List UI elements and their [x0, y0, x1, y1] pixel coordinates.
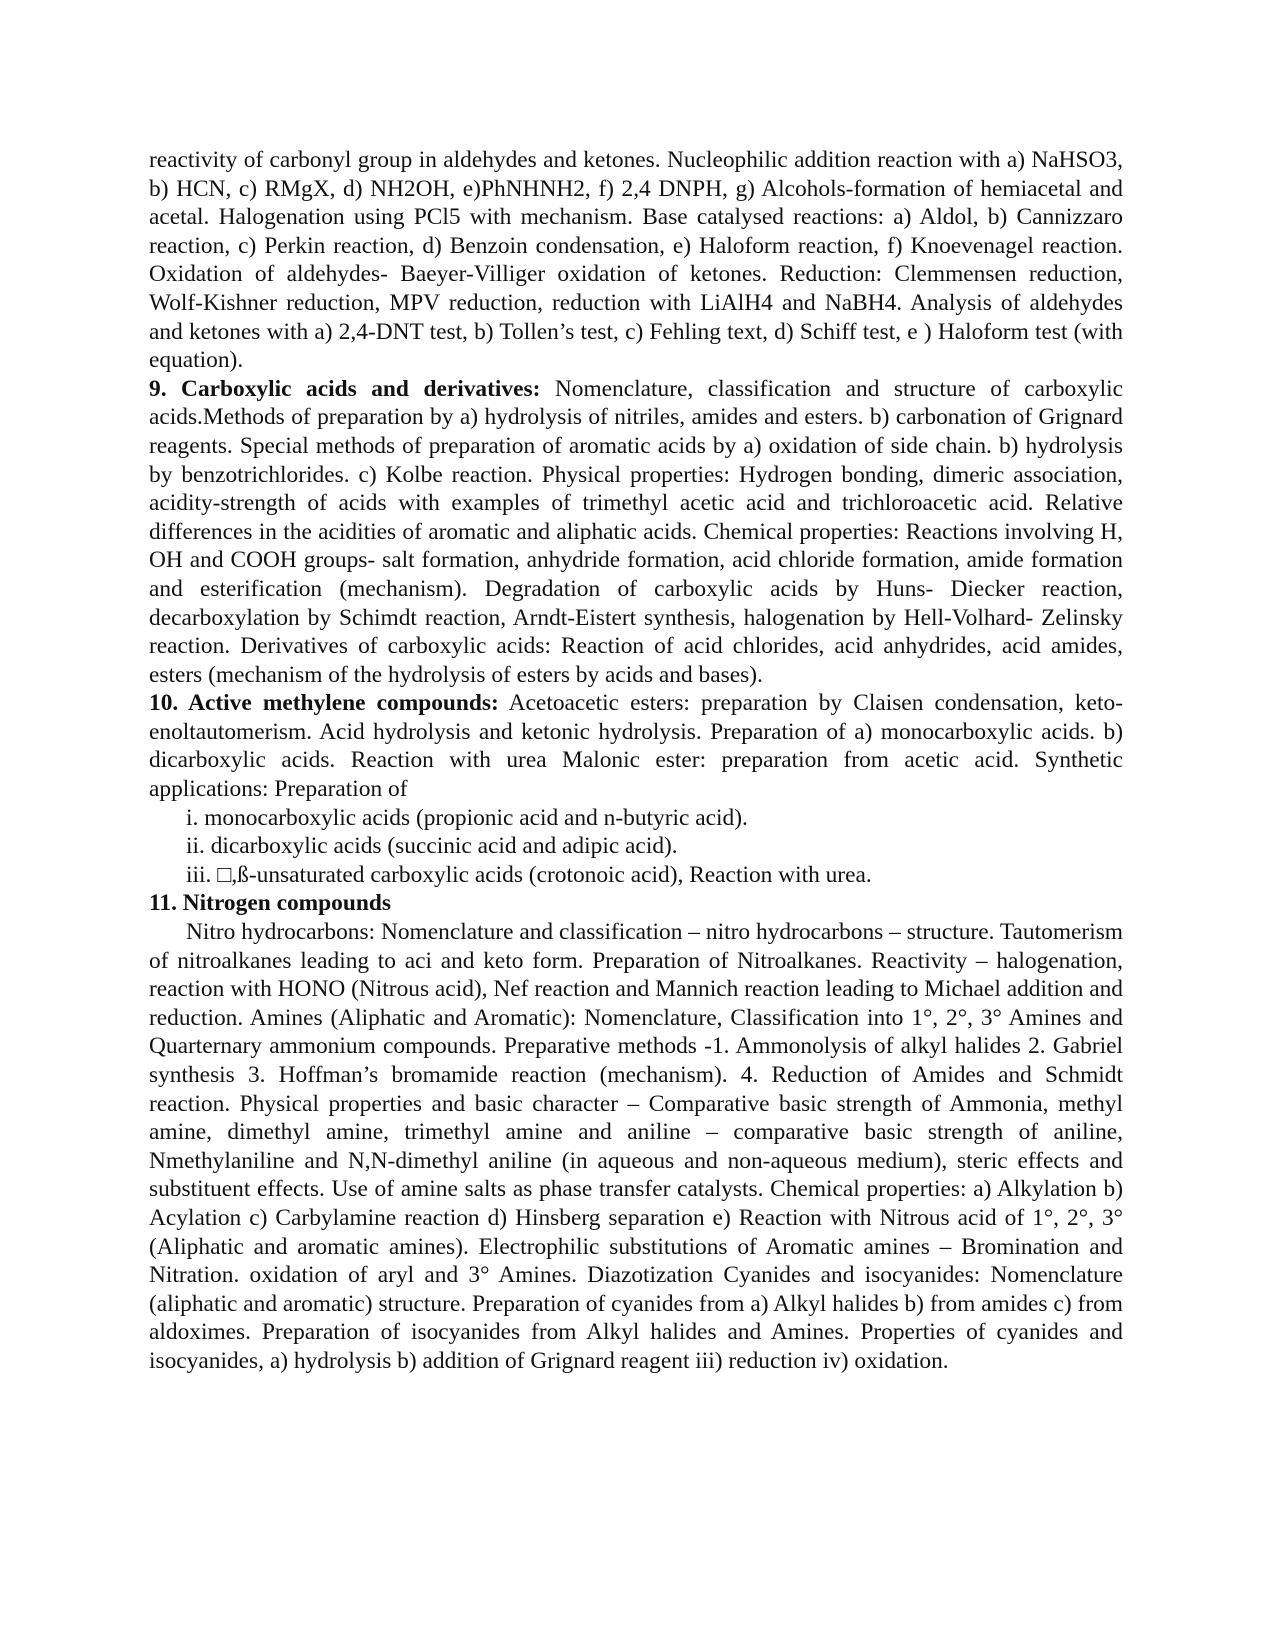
section-11-text: Nitro hydrocarbons: Nomenclature and classification – nitro hydrocarbons – structure. Tautomerism of nitroalkanes leading to aci and keto form. Preparation of Nitroalkanes. Reactivity – halogenation, reaction with HONO (Nitrous acid), Nef reaction and Mannich reaction leading to Michael addition and reduction. Amines (Aliphatic and Aromatic): Nomenclature, Classification into 1°, 2°, 3° Amines and Quarternary ammonium compounds. Preparative methods -1. Ammonolysis of alkyl halides 2. Gabriel synthesis 3. Hoffman’s bromamide reaction (mechanism). 4. Reduction of Amides and Schmidt reaction. Physical properties and basic character – Comparative basic strength of Ammonia, methyl amine, dimethyl amine, trimethyl amine and aniline – comparative basic strength of aniline, Nmethylaniline and N,N-dimethyl aniline (in aqueous and non-aqueous medium), steric effects and substituent effects. Use of amine salts as phase transfer catalysts. Chemical properties: a) Alkylation b) Acylation c) Carbylamine reaction d) Hinsberg separation e) Reaction with Nitrous acid of 1°, 2°, 3° (Aliphatic and aromatic amines). Electrophilic substitutions of Aromatic amines – Bromination and Nitration. oxidation of aryl and 3° Amines. Diazotization Cyanides and isocyanides: Nomenclature (aliphatic and aromatic) structure. Preparation of cyanides from a) Alkyl halides b) from amides c) from aldoximes. Preparation of isocyanides from Alkyl halides and Amines. Properties of cyanides and isocyanides, a) hydrolysis b) addition of Grignard reagent iii) reduction iv) oxidation. — [149, 919, 1123, 1374]
document-page — [149, 146, 1123, 1376]
section-11-paragraph — [149, 918, 1123, 1376]
intro-paragraph — [149, 146, 1123, 375]
list-item: i. monocarboxylic acids (propionic acid and n-butyric acid). — [186, 804, 748, 831]
list-item: ii. dicarboxylic acids (succinic acid and adipic acid). — [186, 833, 678, 860]
section-10-text: Acetoacetic esters: preparation by Claisen condensation, keto-enoltautomerism. Acid hydrolysis and ketonic hydrolysis. Preparation of a) monocarboxylic acids. b) dicarboxylic acids. Reaction with urea Malonic ester: preparation from acetic acid. Synthetic applications: Preparation of — [149, 690, 1123, 803]
section-9-heading: 9. Carboxylic acids and derivatives: — [149, 375, 541, 402]
section-11-heading: 11. Nitrogen compounds — [149, 890, 391, 917]
list-item: iii. □,ß-unsaturated carboxylic acids (crotonoic acid), Reaction with urea. — [186, 861, 872, 888]
intro-text: reactivity of carbonyl group in aldehydes and ketones. Nucleophilic addition reaction with a) NaHSO3, b) HCN, c) RMgX, d) NH2OH, e)PhNHNH2, f) 2,4 DNPH, g) Alcohols-formation of hemiacetal and acetal. Halogenation using PCl5 with mechanism. Base catalysed reactions: a) Aldol, b) Cannizzaro reaction, c) Perkin reaction, d) Benzoin condensation, e) Haloform reaction, f) Knoevenagel reaction. Oxidation of aldehydes- Baeyer-Villiger oxidation of ketones. Reduction: Clemmensen reduction, Wolf-Kishner reduction, MPV reduction, reduction with LiAlH4 and NaBH4. Analysis of aldehydes and ketones with a) 2,4-DNT test, b) Tollen’s test, c) Fehling text, d) Schiff test, e ) Haloform test (with equation). — [149, 147, 1123, 374]
section-10-paragraph — [149, 689, 1123, 803]
section-10-list — [149, 804, 1123, 890]
section-9-text: Nomenclature, classification and structure of carboxylic acids.Methods of preparation by a) hydrolysis of nitriles, amides and esters. b) carbonation of Grignard reagents. Special methods of preparation of aromatic acids by a) oxidation of side chain. b) hydrolysis by benzotrichlorides. c) Kolbe reaction. Physical properties: Hydrogen bonding, dimeric association, acidity-strength of acids with examples of trimethyl acetic acid and trichloroacetic acid. Relative differences in the acidities of aromatic and aliphatic acids. Chemical properties: Reactions involving H, OH and COOH groups- salt formation, anhydride formation, acid chloride formation, amide formation and esterification (mechanism). Degradation of carboxylic acids by Huns- Diecker reaction, decarboxylation by Schimdt reaction, Arndt-Eistert synthesis, halogenation by Hell-Volhard- Zelinsky reaction. Derivatives of carboxylic acids: Reaction of acid chlorides, acid anhydrides, acid amides, esters (mechanism of the hydrolysis of esters by acids and bases). — [149, 375, 1123, 688]
section-10-heading: 10. Active methylene compounds: — [149, 690, 499, 717]
section-9-paragraph — [149, 375, 1123, 690]
